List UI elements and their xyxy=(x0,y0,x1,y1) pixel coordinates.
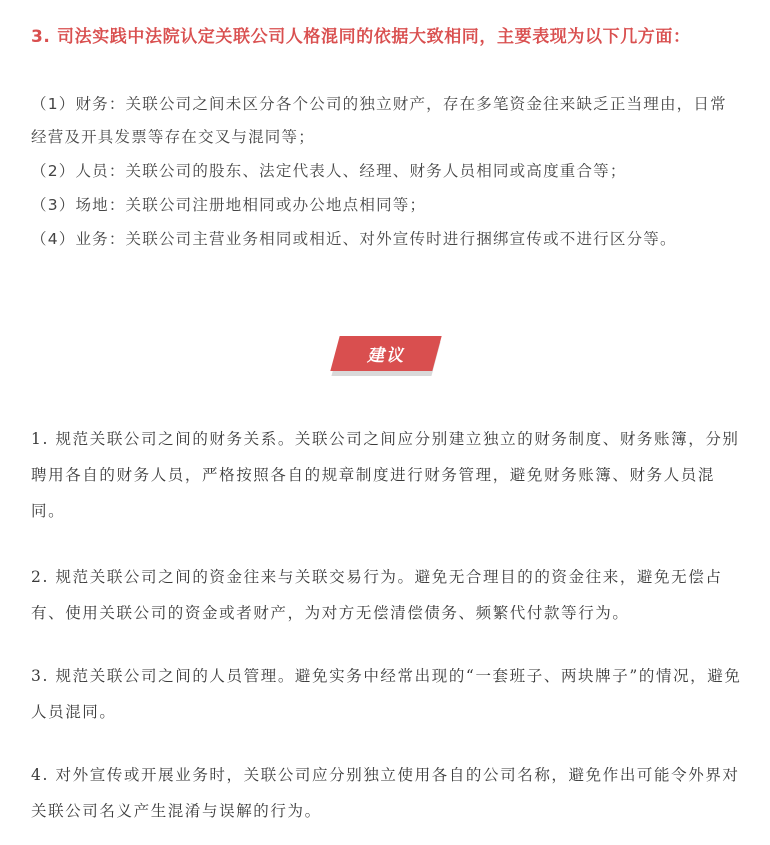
suggestion-naming: 4. 对外宣传或开展业务时，关联公司应分别独立使用各自的公司名称，避免作出可能令外界对关联公司名义产生混淆与误解的行为。 xyxy=(31,766,740,820)
suggestion-banner xyxy=(331,336,443,376)
business-item: （4）业务：关联公司主营业务相同或相近、对外宣传时进行捆绑宣传或不进行区分等。 xyxy=(31,230,677,248)
finance-item: （1）财务：关联公司之间未区分各个公司的独立财产，存在多笔资金往来缺乏正当理由，日常经营及开具发票等存在交叉与混同等； xyxy=(31,95,727,146)
suggestion-finance: 1. 规范关联公司之间的财务关系。关联公司之间应分别建立独立的财务制度、财务账簿，分别聘用各自的财务人员，严格按照各自的规章制度进行财务管理，避免财务账簿、财务人员混同。 xyxy=(31,430,740,520)
section-heading: 3. 司法实践中法院认定关联公司人格混同的依据大致相同，主要表现为以下几方面： xyxy=(31,27,691,47)
banner-badge xyxy=(330,336,441,371)
suggestion-personnel: 3. 规范关联公司之间的人员管理。避免实务中经常出现的“一套班子、两块牌子”的情况，避免人员混同。 xyxy=(31,667,742,721)
personnel-item: （2）人员：关联公司的股东、法定代表人、经理、财务人员相同或高度重合等； xyxy=(31,162,627,180)
venue-item: （3）场地：关联公司注册地相同或办公地点相同等； xyxy=(31,196,427,214)
suggestion-funds: 2. 规范关联公司之间的资金往来与关联交易行为。避免无合理目的的资金往来，避免无偿占有、使用关联公司的资金或者财产，为对方无偿清偿债务、频繁代付款等行为。 xyxy=(31,568,723,622)
banner-label: 建议 xyxy=(367,346,405,366)
